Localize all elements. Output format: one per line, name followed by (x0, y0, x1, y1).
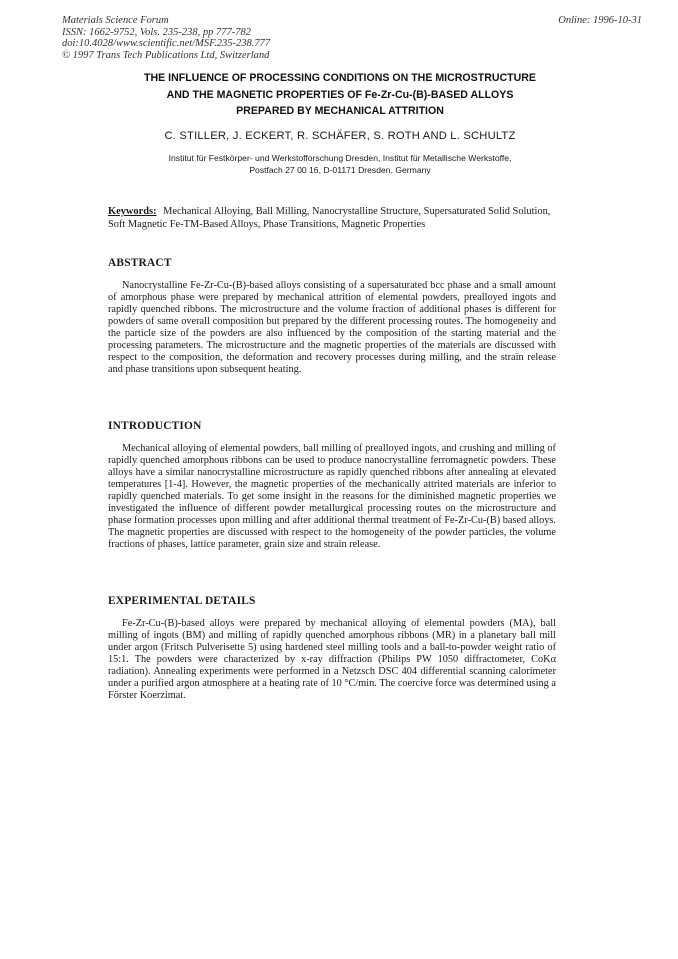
abstract-heading: ABSTRACT (108, 257, 172, 269)
title-line-1: THE INFLUENCE OF PROCESSING CONDITIONS ON THE MICROSTRUCTURE (144, 72, 536, 84)
introduction-text: Mechanical alloying of elemental powders, ball milling of prealloyed ingots, and crushing and milling of rapidly quenched amorphous ribbons can be used to produce nanocrystalline ferromagnetic powders. These alloys have a similar nanocrystalline microstructure as rapidly quenched ribbons after annealing at elevated temperatures [1-4]. However, the magnetic properties of the mechanically attrited materials are inferior to rapidly quenched materials. To get some insight in the reasons for the diminished magnetic properties we investigated the influence of different powder metallurgical processing routes on the microstructure and phase formation processes upon milling and after additional thermal treatment of Fe-Zr-Cu-(B) based alloys. The magnetic properties are discussed with respect to the homogeneity of the powder particles, the volume fractions of phases, lattice parameter, grain size and strain release. (108, 443, 556, 550)
authors: C. STILLER, J. ECKERT, R. SCHÄFER, S. ROTH AND L. SCHULTZ (164, 130, 516, 142)
journal-header (62, 15, 270, 61)
abstract-text: Nanocrystalline Fe-Zr-Cu-(B)-based alloys consisting of a supersaturated bcc phase and a small amount of amorphous phase were prepared by mechanical attrition of elemental powders, prealloyed ingots and rapidly quenched ribbons. The microstructure and the volume fraction of additional phases is different for powders of same overall composition but prepared by the different processing routes. The homogeneity and the particle size of the powders are also influenced by the composition of the starting material and the processing parameters. The microstructure and the magnetic properties of the materials are discussed with respect to the composition, the deformation and recovery processes during milling, and the strain release and phase transitions upon subsequent heating. (108, 280, 556, 375)
paper-title (96, 70, 584, 120)
doi-line[interactable]: doi:10.4028/www.scientific.net/MSF.235-238.777 (62, 38, 271, 50)
experimental-text: Fe-Zr-Cu-(B)-based alloys were prepared by mechanical alloying of elemental powders (MA), ball milling of ingots (BM) and milling of rapidly quenched amorphous ribbons (MR) in a planetary ball mill under argon (Fritsch Pulverisette 5) using hardened steel milling tools and a ball-to-powder weight ratio of 15:1. The powders were characterized by x-ray diffraction (Philips PW 1050 diffractometer, CoKα radiation). Annealing experiments were performed in a Netzsch DSC 404 differential scanning calorimeter under a purified argon atmosphere at a heating rate of 10 °C/min. The coercive force was determined using a Förster Koerzimat. (108, 618, 556, 701)
affiliation-line-2: Postfach 27 00 16, D-01171 Dresden, Germany (249, 165, 431, 175)
copyright-line: © 1997 Trans Tech Publications Ltd, Switzerland (62, 49, 270, 61)
keywords-label: Keywords: (108, 206, 157, 217)
title-line-3: PREPARED BY MECHANICAL ATTRITION (236, 105, 444, 117)
issn-line: ISSN: 1662-9752, Vols. 235-238, pp 777-782 (62, 26, 251, 38)
title-line-2: AND THE MAGNETIC PROPERTIES OF Fe-Zr-Cu-(B)-BASED ALLOYS (166, 88, 514, 101)
keywords-block (108, 205, 556, 232)
online-date: Online: 1996-10-31 (558, 15, 642, 26)
introduction-heading: INTRODUCTION (108, 420, 202, 432)
affiliation (96, 152, 584, 176)
journal-name: Materials Science Forum (62, 15, 169, 26)
affiliation-line-1: Institut für Festkörper- und Werkstofforschung Dresden, Institut für Metallische Werkstoffe, (168, 153, 512, 163)
experimental-heading: EXPERIMENTAL DETAILS (108, 595, 256, 607)
keywords-text: Mechanical Alloying, Ball Milling, Nanocrystalline Structure, Supersaturated Solid Solution, Soft Magnetic Fe-TM-Based Alloys, Phase Transitions, Magnetic Properties (108, 206, 551, 231)
